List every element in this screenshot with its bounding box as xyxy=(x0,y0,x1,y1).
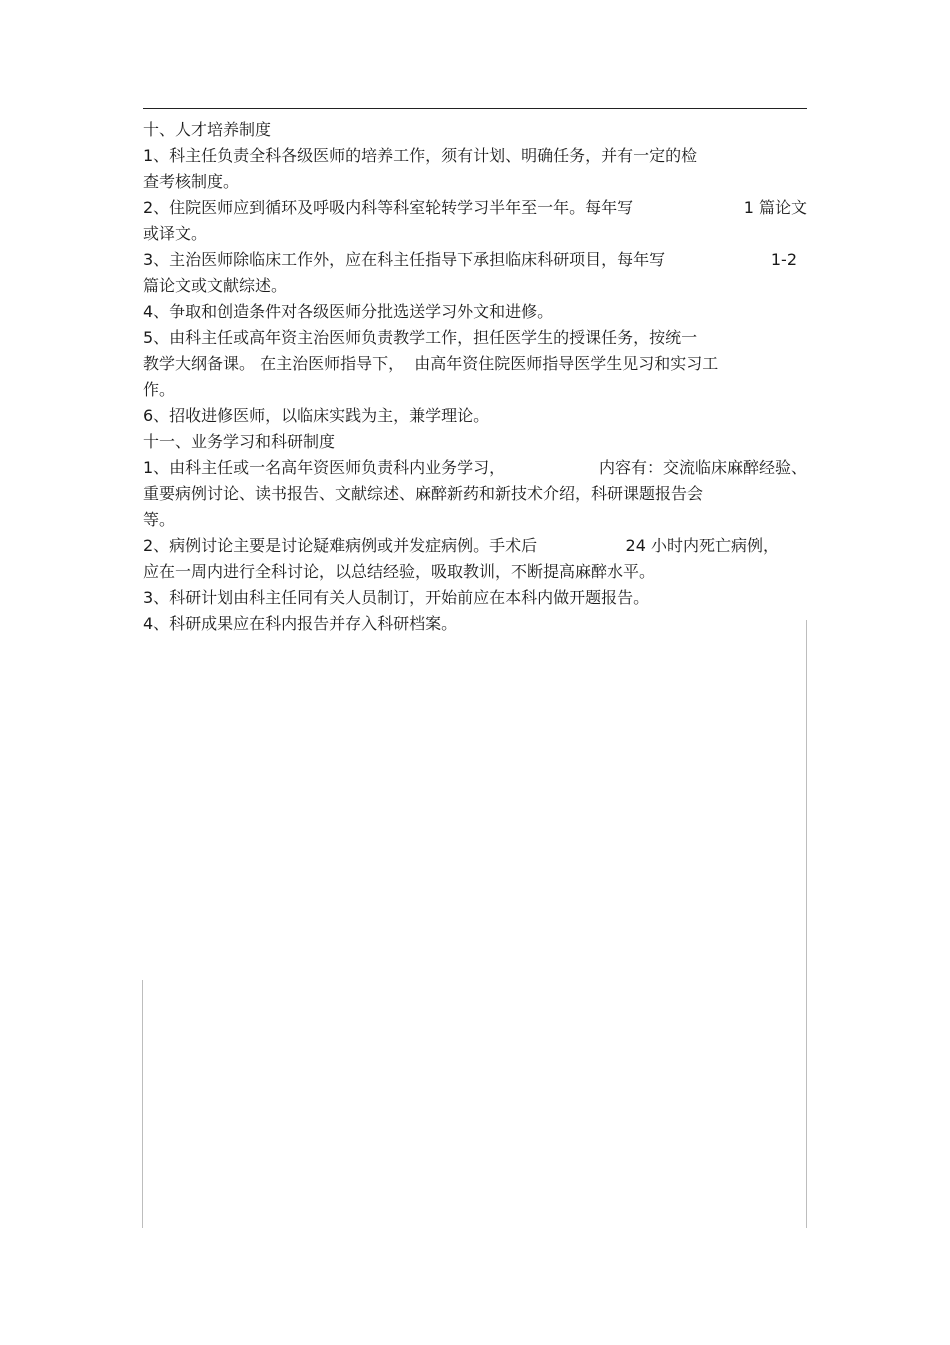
section-heading: 十一、业务学习和科研制度 xyxy=(143,432,336,451)
text-line: 3、主治医师除临床工作外，应在科主任指导下承担临床科研项目，每年写 xyxy=(143,250,666,269)
text-line: 2、病例讨论主要是讨论疑难病例或并发症病例。手术后 xyxy=(143,536,538,555)
text-line: 教学大纲备课。 在主治医师指导下， 由高年资住院医师指导医学生见习和实习工 xyxy=(143,354,719,373)
text-line: 5、由科主任或高年资主治医师负责教学工作，担任医学生的授课任务，按统一 xyxy=(143,328,698,347)
paragraph xyxy=(143,299,807,325)
text-line: 4、争取和创造条件对各级医师分批选送学习外文和进修。 xyxy=(143,302,554,321)
paragraph xyxy=(143,455,807,533)
paragraph xyxy=(143,403,807,429)
text-line: 查考核制度。 xyxy=(143,172,240,191)
document-body xyxy=(143,117,807,637)
text-line: 1、由科主任或一名高年资医师负责科内业务学习， xyxy=(143,458,506,477)
text-line: 1、科主任负责全科各级医师的培养工作，须有计划、明确任务，并有一定的检 xyxy=(143,146,698,165)
section-heading: 十、人才培养制度 xyxy=(143,120,272,139)
right-border-line xyxy=(806,620,807,1228)
text-line: 等。 xyxy=(143,510,176,529)
text-line-tail: 24 小时内死亡病例， xyxy=(625,536,779,555)
paragraph xyxy=(143,195,807,247)
paragraph xyxy=(143,533,807,585)
text-line: 4、科研成果应在科内报告并存入科研档案。 xyxy=(143,614,458,633)
paragraph xyxy=(143,585,807,611)
text-line-tail: 1-2 xyxy=(770,250,797,269)
text-line: 6、招收进修医师，以临床实践为主，兼学理论。 xyxy=(143,406,490,425)
text-line: 或译文。 xyxy=(143,224,208,243)
top-rule xyxy=(143,108,807,109)
text-line: 2、住院医师应到循环及呼吸内科等科室轮转学习半年至一年。每年写 xyxy=(143,198,634,217)
text-line: 作。 xyxy=(143,380,176,399)
paragraph xyxy=(143,247,807,299)
text-line-tail: 内容有：交流临床麻醉经验、 xyxy=(598,458,807,477)
text-line-tail: 1 篇论文 xyxy=(743,198,807,217)
text-line: 3、科研计划由科主任同有关人员制订，开始前应在本科内做开题报告。 xyxy=(143,588,650,607)
text-line: 重要病例讨论、读书报告、文献综述、麻醉新药和新技术介绍，科研课题报告会 xyxy=(143,484,704,503)
paragraph xyxy=(143,325,807,403)
text-line: 应在一周内进行全科讨论，以总结经验，吸取教训，不断提高麻醉水平。 xyxy=(143,562,656,581)
paragraph xyxy=(143,143,807,195)
paragraph xyxy=(143,611,807,637)
left-border-line xyxy=(142,980,143,1228)
text-line: 篇论文或文献综述。 xyxy=(143,276,288,295)
